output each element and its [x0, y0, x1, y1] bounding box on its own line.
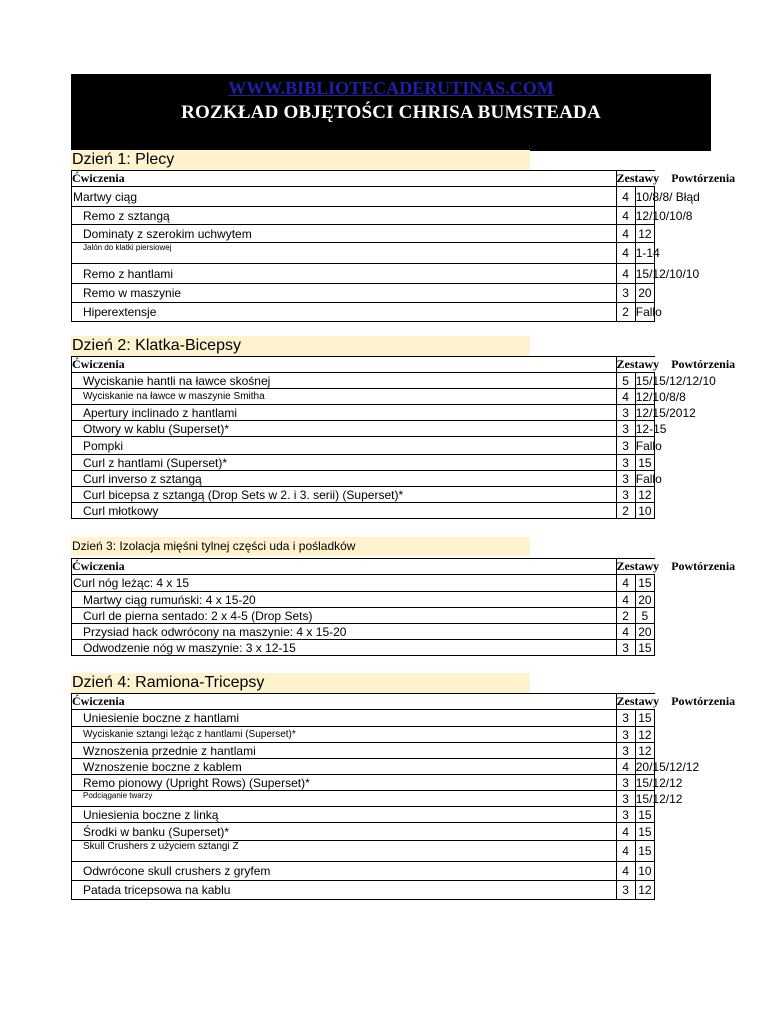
day-title: Dzień 2: Klatka-Bicepsy [71, 336, 530, 356]
exercise-table [71, 170, 736, 322]
header-exercise: Ćwiczenia [72, 559, 617, 575]
sets-value: 4 [616, 225, 635, 243]
reps-value: 12 [635, 225, 654, 243]
table-row [72, 841, 655, 862]
exercise-name: Remo z hantlami [72, 264, 617, 284]
exercise-name: Remo w maszynie [72, 284, 617, 303]
table-header [72, 357, 655, 373]
table-row [72, 487, 655, 503]
exercise-name: Remo z sztangą [72, 207, 617, 225]
reps-value: Fallo [635, 303, 654, 322]
exercise-name: Skull Crushers z użyciem sztangi Z [72, 841, 617, 862]
exercise-name: Uniesienie boczne z hantlami [72, 710, 617, 727]
table-row [72, 421, 655, 437]
reps-value: 20/15/12/12 [635, 759, 700, 774]
sets-value: 4 [616, 862, 635, 881]
reps-value: 20 [635, 624, 654, 640]
exercise-name: Apertury inclinado z hantlami [72, 405, 617, 421]
exercise-name: Hiperextensje [72, 303, 617, 322]
exercise-table [71, 356, 736, 519]
exercise-name: Curl młotkowy [72, 503, 617, 519]
exercise-name: Wznoszenia przednie z hantlami [72, 743, 617, 759]
exercise-name: Wyciskanie na ławce w maszynie Smitha [72, 389, 617, 405]
reps-value: 12 [635, 743, 654, 759]
exercise-name: Curl z hantlami (Superset)* [72, 455, 617, 471]
reps-value: 10 [635, 862, 654, 881]
sets-value: 3 [616, 437, 635, 455]
sets-value: 2 [616, 303, 635, 322]
reps-value: 5 [635, 608, 654, 624]
document-title: ROZKŁAD OBJĘTOŚCI CHRISA BUMSTEADA [181, 102, 601, 123]
exercise-name: Podciąganie twarzy [72, 791, 617, 807]
header-reps: Powtórzenia [671, 357, 736, 371]
sets-value: 3 [616, 455, 635, 471]
table-row [72, 640, 655, 656]
exercise-name: Wznoszenie boczne z kablem [72, 759, 617, 775]
table-header [72, 694, 655, 710]
exercise-name: Curl bicepsa z sztangą (Drop Sets w 2. i 3. serii) (Superset)* [72, 487, 617, 503]
table-header [72, 559, 655, 575]
table-row [72, 503, 655, 519]
sets-value: 4 [616, 759, 635, 775]
exercise-name: Martwy ciąg [72, 187, 617, 207]
table-row [72, 405, 655, 421]
sets-value: 4 [616, 207, 635, 225]
exercise-name: Otwory w kablu (Superset)* [72, 421, 617, 437]
day-4-section [71, 673, 736, 900]
table-row [72, 373, 655, 389]
day-title: Dzień 1: Plecy [71, 150, 530, 170]
table-row [72, 624, 655, 640]
table-row [72, 389, 655, 405]
sets-value: 3 [616, 471, 635, 487]
sets-value: 5 [616, 373, 635, 389]
reps-value: 15 [635, 640, 654, 656]
reps-value: 15 [635, 841, 654, 862]
reps-value: 12/15/2012 [635, 405, 696, 420]
sets-value: 4 [616, 264, 635, 284]
sets-value: 4 [616, 575, 635, 592]
exercise-name: Patada tricepsowa na kablu [72, 881, 617, 900]
sets-value: 4 [616, 592, 635, 608]
exercise-table [71, 693, 736, 900]
header-reps: Powtórzenia [671, 559, 736, 573]
table-row [72, 575, 655, 592]
sets-value: 3 [616, 807, 635, 823]
table-row [72, 471, 655, 487]
table-row [72, 284, 655, 303]
website-link[interactable]: WWW.BIBLIOTECADERUTINAS.COM [228, 78, 554, 98]
day-title: Dzień 4: Ramiona-Tricepsy [71, 673, 530, 693]
table-row [72, 303, 655, 322]
table-row [72, 207, 655, 225]
reps-value: 15/15/12/12/10 [635, 373, 716, 388]
header-sets-reps [616, 171, 736, 187]
day-2-section [71, 336, 736, 519]
table-row [72, 437, 655, 455]
sets-value: 3 [616, 881, 635, 900]
sets-value: 4 [616, 624, 635, 640]
table-row [72, 791, 655, 807]
table-header [72, 171, 655, 187]
sets-value: 2 [616, 503, 635, 519]
exercise-name: Curl inverso z sztangą [72, 471, 617, 487]
table-row [72, 455, 655, 471]
reps-value: 15/12/12 [635, 791, 683, 806]
sets-value: 4 [616, 389, 635, 405]
reps-value: 15 [635, 575, 654, 592]
reps-value: 12/10/10/8 [635, 208, 693, 223]
table-row [72, 264, 655, 284]
day-title: Dzień 3: Izolacja mięśni tylnej części uda i pośladków [71, 537, 530, 556]
table-row [72, 225, 655, 243]
exercise-name: Curl nóg leżąc: 4 x 15 [72, 575, 617, 592]
header-sets: Zestawy [616, 357, 660, 371]
table-row [72, 187, 655, 207]
table-row [72, 881, 655, 900]
sets-value: 4 [616, 823, 635, 841]
sets-value: 3 [616, 284, 635, 303]
sets-value: 4 [616, 243, 635, 264]
exercise-name: Jalón do klatki piersiowej [72, 243, 617, 264]
reps-value: 10 [635, 503, 654, 519]
day-3-section [71, 537, 736, 656]
reps-value: 10/8/8/ Błąd [635, 187, 654, 207]
sets-value: 3 [616, 421, 635, 437]
reps-value: 15/12/10/10 [635, 264, 654, 284]
reps-value: 12 [635, 881, 654, 900]
reps-value: 15 [635, 807, 654, 823]
table-row [72, 823, 655, 841]
reps-value: 15/12/12 [635, 775, 683, 790]
reps-value: 12 [635, 727, 654, 743]
reps-value: 20 [635, 284, 654, 303]
table-row [72, 608, 655, 624]
header-sets-reps [616, 357, 736, 373]
exercise-name: Wyciskanie hantli na ławce skośnej [72, 373, 617, 389]
sets-value: 3 [616, 710, 635, 727]
exercise-name: Uniesienia boczne z linką [72, 807, 617, 823]
table-row [72, 727, 655, 743]
table-row [72, 862, 655, 881]
table-row [72, 807, 655, 823]
exercise-name: Przysiad hack odwrócony na maszynie: 4 x 15-20 [72, 624, 617, 640]
reps-value: 12-15 [635, 421, 667, 436]
sets-value: 3 [616, 487, 635, 503]
reps-value: Fallo [635, 438, 662, 453]
reps-value: 12 [635, 487, 654, 503]
table-row [72, 759, 655, 775]
exercise-name: Curl de pierna sentado: 2 x 4-5 (Drop Sets) [72, 608, 617, 624]
header-reps: Powtórzenia [671, 171, 736, 185]
exercise-name: Martwy ciąg rumuński: 4 x 15-20 [72, 592, 617, 608]
exercise-name: Odwodzenie nóg w maszynie: 3 x 12-15 [72, 640, 617, 656]
exercise-name: Remo pionowy (Upright Rows) (Superset)* [72, 775, 617, 791]
sets-value: 3 [616, 405, 635, 421]
table-row [72, 775, 655, 791]
sets-value: 2 [616, 608, 635, 624]
header-banner [71, 74, 711, 151]
header-sets: Zestawy [616, 171, 660, 185]
exercise-name: Odwrócone skull crushers z gryfem [72, 862, 617, 881]
header-exercise: Ćwiczenia [72, 171, 617, 187]
reps-value: 15 [635, 710, 654, 727]
reps-value: 15 [635, 823, 654, 841]
header-exercise: Ćwiczenia [72, 357, 617, 373]
reps-value: 15 [635, 455, 654, 471]
day-1-section [71, 150, 736, 322]
exercise-name: Wyciskanie sztangi leżąc z hantlami (Superset)* [72, 727, 617, 743]
table-row [72, 243, 655, 264]
exercise-name: Środki w banku (Superset)* [72, 823, 617, 841]
header-sets: Zestawy [616, 694, 660, 708]
sets-value: 3 [616, 743, 635, 759]
table-row [72, 743, 655, 759]
header-exercise: Ćwiczenia [72, 694, 617, 710]
reps-value: 1-14 [635, 243, 654, 264]
header-sets: Zestawy [616, 559, 660, 573]
exercise-table [71, 558, 736, 656]
table-row [72, 710, 655, 727]
reps-value: Fallo [635, 471, 662, 486]
exercise-name: Pompki [72, 437, 617, 455]
header-sets-reps [616, 559, 736, 575]
table-row [72, 592, 655, 608]
sets-value: 3 [616, 775, 635, 791]
reps-value: 12/10/8/8 [635, 389, 686, 404]
sets-value: 3 [616, 791, 635, 807]
header-sets-reps [616, 694, 736, 710]
exercise-name: Dominaty z szerokim uchwytem [72, 225, 617, 243]
header-reps: Powtórzenia [671, 694, 736, 708]
sets-value: 4 [616, 841, 635, 862]
sets-value: 3 [616, 727, 635, 743]
sets-value: 3 [616, 640, 635, 656]
sets-value: 4 [616, 187, 635, 207]
reps-value: 20 [635, 592, 654, 608]
